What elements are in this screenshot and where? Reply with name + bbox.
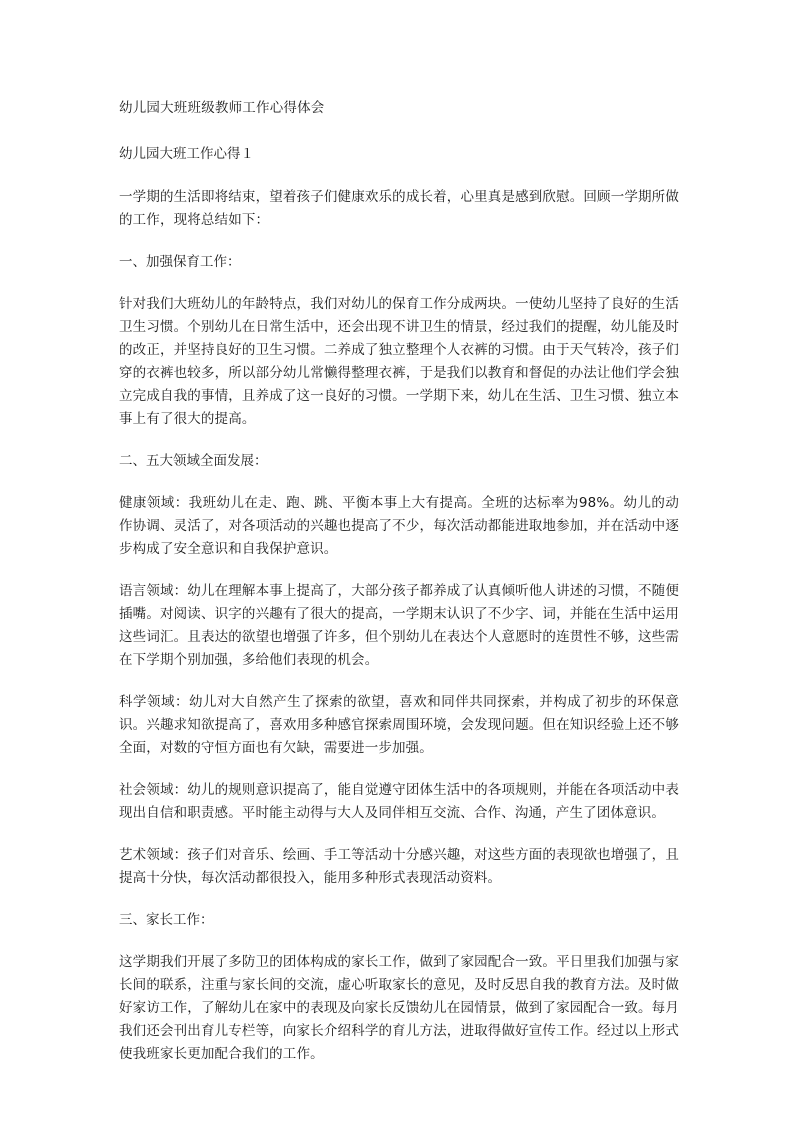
health-paragraph: 健康领域：我班幼儿在走、跑、跳、平衡本事上大有提高。全班的达标率为98%。幼儿的动作协调、灵活了，对各项活动的兴趣也提高了不少，每次活动都能进取地参加，并在活动中逐步构成了安全意识和自我保护意识。 [119,495,679,557]
document-title: 幼儿园大班班级教师工作心得体会 [119,100,325,116]
section1-heading: 一、加强保育工作： [119,254,241,270]
science-paragraph: 科学领域：幼儿对大自然产生了探索的欲望，喜欢和同伴共同探索，并构成了初步的环保意识。兴趣求知欲提高了，喜欢用多种感官探索周围环境，会发现问题。但在知识经验上还不够全面，对数的守恒方面也有欠缺，需要进一步加强。 [119,694,679,756]
document-subtitle: 幼儿园大班工作心得１ [119,146,254,162]
section2-heading: 二、五大领域全面发展： [119,453,268,469]
section1-paragraph: 针对我们大班幼儿的年龄特点，我们对幼儿的保育工作分成两块。一使幼儿坚持了良好的生活卫生习惯。个别幼儿在日常生活中，还会出现不讲卫生的情景，经过我们的提醒，幼儿能及时的改正，并坚持良好的卫生习惯。二养成了独立整理个人衣裤的习惯。由于天气转冷，孩子们穿的衣裤也较多，所以部分幼儿常懒得整理衣裤，于是我们以教育和督促的办法让他们学会独立完成自我的事情，且养成了这一良好的习惯。一学期下来，幼儿在生活、卫生习惯、独立本事上有了很大的提高。 [119,296,679,427]
section3-heading: 三、家长工作： [119,912,214,928]
language-paragraph: 语言领域：幼儿在理解本事上提高了，大部分孩子都养成了认真倾听他人讲述的习惯，不随便插嘴。对阅读、识字的兴趣有了很大的提高，一学期末认识了不少字、词，并能在生活中运用这些词汇。且表达的欲望也增强了许多，但个别幼儿在表达个人意愿时的连贯性不够，这些需在下学期个别加强，多给他们表现的机会。 [119,583,679,668]
art-paragraph: 艺术领域：孩子们对音乐、绘画、手工等活动十分感兴趣，对这些方面的表现欲也增强了，且提高十分快，每次活动都很投入，能用多种形式表现活动资料。 [119,847,679,886]
intro-paragraph: 一学期的生活即将结束，望着孩子们健康欢乐的成长着，心里真是感到欣慰。回顾一学期所做的工作，现将总结如下： [119,189,679,228]
document-page [119,96,679,1085]
social-paragraph: 社会领域：幼儿的规则意识提高了，能自觉遵守团体生活中的各项规则，并能在各项活动中表现出自信和职责感。平时能主动得与大人及同伴相互交流、合作、沟通，产生了团体意识。 [119,782,679,821]
section3-paragraph: 这学期我们开展了多防卫的团体构成的家长工作，做到了家园配合一致。平日里我们加强与家长间的联系，注重与家长间的交流，虚心听取家长的意见，及时反思自我的教育方法。及时做好家访工作，了解幼儿在家中的表现及向家长反馈幼儿在园情景，做到了家园配合一致。每月我们还会刊出育儿专栏等，向家长介绍科学的育儿方法，进取得做好宣传工作。经过以上形式使我班家长更加配合我们的工作。 [119,954,679,1062]
